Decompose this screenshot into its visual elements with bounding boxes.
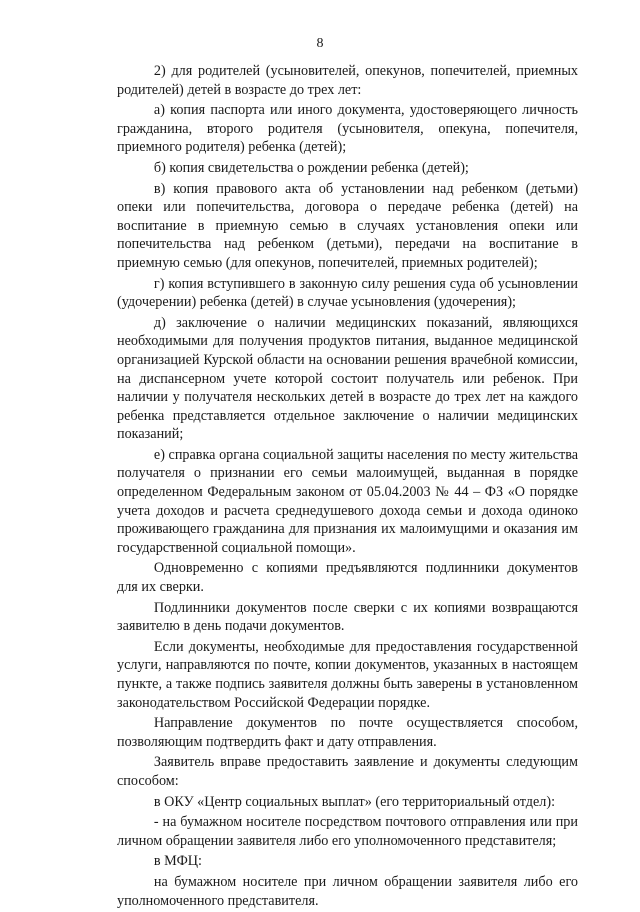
paragraph-item-e: е) справка органа социальной защиты населения по месту жительства получателя о признании его семьи малоимущей, выданная в порядке определенном Федеральным законом от 05.04.2003 № 44 – ФЗ «О порядке учета доходов и расчета среднедушевого дохода семьи и дохода одиноко проживающего гражданина для признания их малоимущими и оказания им государственной социальной помощи».	[117, 446, 578, 556]
paragraph-item-a: а) копия паспорта или иного документа, удостоверяющего личность гражданина, второго родителя (усыновителя, опекуна, попечителя, приемного родителя) ребенка (детей);	[117, 102, 578, 156]
paragraph-originals-return: Подлинники документов после сверки с их копиями возвращаются заявителю в день подачи документов.	[117, 599, 578, 635]
page-number: 8	[316, 36, 324, 51]
paragraph-mfc-paper: на бумажном носителе при личном обращении заявителя либо его уполномоченного представителя.	[117, 873, 578, 909]
paragraph-paper-mail: - на бумажном носителе посредством почтового отправления или при личном обращении заявителя либо его уполномоченного представителя;	[117, 814, 578, 849]
paragraph-item-d: д) заключение о наличии медицинских показаний, являющихся необходимыми для получения продуктов питания, выданное медицинской организацией Курской области на основании решения врачебной комиссии, на диспансерном учете которой состоит получатель или ребенок. При наличии у получателя нескольких детей в возрасте до трех лет на каждого ребенка представляется отдельное заключение о наличии медицинских показаний;	[117, 314, 578, 443]
paragraph-item-g: г) копия вступившего в законную силу решения суда об усыновлении (удочерении) ребенка (детей) в случае усыновления (удочерения);	[117, 275, 578, 311]
paragraph-item-v: в) копия правового акта об установлении над ребенком (детьми) опеки или попечительства, договора о передаче ребенка (детей) на воспитание в приемную семью в случаях установления опеки или попечительства над ребенком (детьми), передачи на воспитание в приемную семью (для опекунов, попечителей, приемных родителей);	[117, 180, 578, 271]
paragraph-mfc: в МФЦ:	[153, 853, 202, 870]
paragraph-oku-center: в ОКУ «Центр социальных выплат» (его территориальный отдел):	[153, 793, 556, 810]
paragraph-item-b: б) копия свидетельства о рождении ребенка (детей);	[153, 159, 469, 176]
paragraph-mail-documents: Если документы, необходимые для предоставления государственной услуги, направляются по почте, копии документов, указанных в настоящем пункте, а также подпись заявителя должны быть заверены в установленном законодательством Российской Федерации порядке.	[117, 638, 578, 711]
paragraph-parents-item: 2) для родителей (усыновителей, опекунов, попечителей, приемных родителей) детей в возрасте до трех лет:	[117, 63, 578, 98]
paragraph-submission-method: Заявитель вправе предоставить заявление и документы следующим способом:	[117, 754, 578, 789]
paragraph-originals: Одновременно с копиями предъявляются подлинники документов для их сверки.	[117, 560, 578, 596]
document-body	[117, 62, 578, 912]
paragraph-mail-method: Направление документов по почте осуществляется способом, позволяющим подтвердить факт и дату отправления.	[117, 715, 578, 750]
